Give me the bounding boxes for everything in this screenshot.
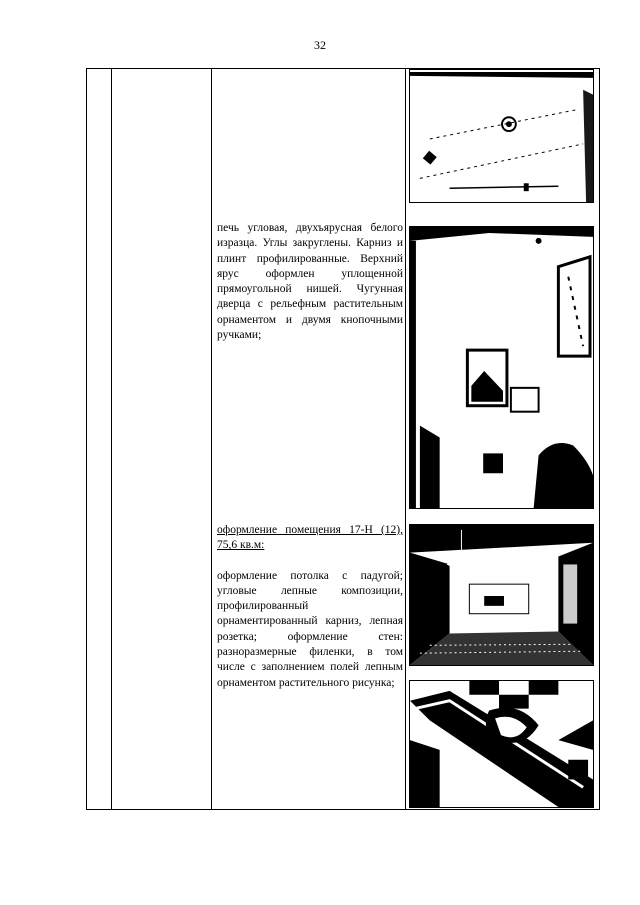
room-heading: оформление помещения 17-Н (12), 75,6 кв.м:	[217, 524, 403, 552]
photo-hall-chandelier	[409, 524, 594, 666]
stove-description: печь угловая, двухъярусная белого изразца. Углы закруглены. Карниз и плинт профилированные. Верхний ярус оформлен уплощенной прямоугольной нишей. Чугунная дверца с рельефным растительным орнаментом и двумя кнопочными ручками;	[217, 222, 403, 342]
column-divider	[405, 69, 406, 809]
room-decor-text: оформление потолка с падугой; угловые лепные композиции, профилированный орнаментированный карниз, лепная розетка; оформление стен: разноразмерные филенки, в том числе с заполнением полей лепным орнаментом растительного рисунка;	[217, 569, 403, 689]
column-divider	[111, 69, 112, 809]
photo-stucco-corner	[409, 680, 594, 808]
photo-stove-room	[409, 226, 594, 509]
page-number: 32	[314, 38, 326, 52]
photo-ceiling-rosette	[409, 69, 594, 203]
room-description	[217, 523, 403, 691]
column-divider	[211, 69, 212, 809]
monument-table	[86, 68, 600, 810]
